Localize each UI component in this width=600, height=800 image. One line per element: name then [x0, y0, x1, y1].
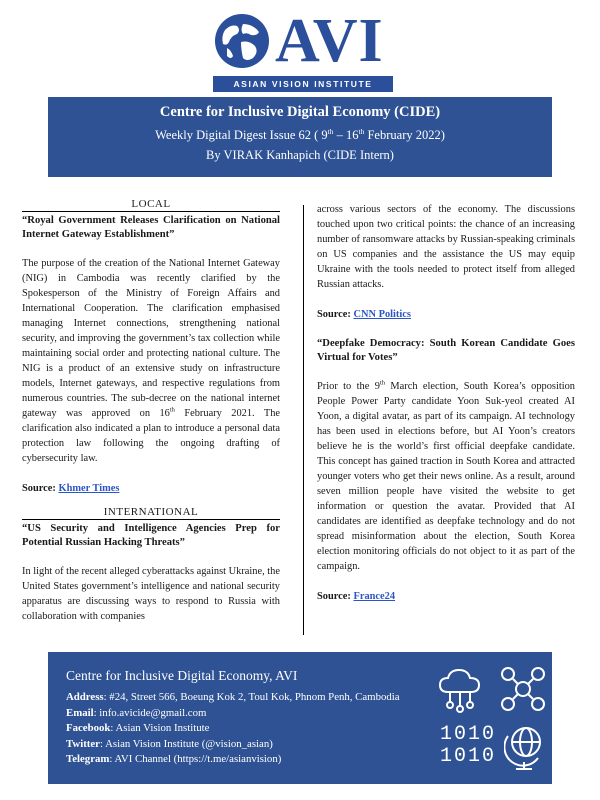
binary-code-icon: 1010 1010	[440, 723, 497, 768]
footer-telegram: Telegram: AVI Channel (https://t.me/asianvision)	[66, 753, 282, 766]
header-banner	[48, 97, 552, 177]
local-body: The purpose of the creation of the National Internet Gateway (NIG) in Cambodia was recently clarified by the Spokesperson of the Ministry of Foreign Affairs and International Cooperation. The clarification emphasised managing Internet connections, strengthening national security, and improving the government’s tax collection while maintaining social order and protecting national culture. The NIG is a product of an extensive study on infrastructure models, Internet gateways, and respective regulations from numerous countries. The sub-decree on the national internet gateway was approved on 16th February 2021. The clarification also indicated a plan to introduce a personal data protection law following the ongoing drafting of cybersecurity law.	[22, 258, 280, 464]
left-column	[22, 198, 280, 624]
header-issue: Weekly Digital Digest Issue 62 ( 9th – 16th February 2022)	[155, 127, 445, 143]
globe-logo-icon	[213, 12, 271, 70]
international-source: Source: CNN Politics	[317, 309, 411, 320]
footer-twitter: Twitter: Asian Vision Institute (@vision_asian)	[66, 737, 273, 750]
footer-banner	[48, 652, 552, 784]
international-body-right: across various sectors of the economy. The discussions touched upon two critical points: the chance of an increasing number of ransomware attacks by Russian-speaking criminals on US companies and the assistance the US may equip Ukraine with the tools needed to protect itself from alleged Russian attacks.	[317, 204, 575, 290]
logo-subtitle: ASIAN VISION INSTITUTE	[233, 79, 373, 89]
avi-logo	[205, 8, 400, 94]
source-link-france24[interactable]: France24	[353, 591, 396, 602]
footer-contacts	[66, 690, 400, 768]
header-title: Centre for Inclusive Digital Economy (CIDE)	[159, 104, 441, 120]
header-author: By VIRAK Kanhapich (CIDE Intern)	[206, 148, 394, 163]
footer-facebook: Facebook: Asian Vision Institute	[66, 722, 210, 735]
international-body-left: In light of the recent alleged cyberattacks against Ukraine, the United States government’s intelligence and national security apparatus are discussing ways to respond to Russia with collaboration with companies	[22, 566, 280, 622]
network-people-icon	[498, 664, 548, 714]
footer-address: Address: #24, Street 566, Boeung Kok 2, Toul Kok, Phnom Penh, Cambodia	[66, 691, 400, 703]
cloud-network-icon	[436, 666, 488, 714]
local-headline: “Royal Government Releases Clarification on National Internet Gateway Establishment”	[22, 215, 280, 240]
column-divider	[303, 205, 304, 635]
source-link-cnn-politics[interactable]: CNN Politics	[353, 309, 411, 320]
footer-title: Centre for Inclusive Digital Economy, AVI	[66, 668, 298, 683]
local-source: Source: Khmer Times	[22, 483, 120, 494]
section-label-local: LOCAL	[22, 198, 280, 212]
section-label-international: INTERNATIONAL	[22, 506, 280, 520]
international-headline: “US Security and Intelligence Agencies Prep for Potential Russian Hacking Threats”	[22, 523, 280, 548]
deepfake-body: Prior to the 9th March election, South Korea’s opposition People Power Party candidate Yoon Suk-yeol created AI Yoon, a digital avatar, as part of its campaign. AI technology has been used in elections before, but AI Yoon’s creators believe he is the world’s first official deepfake candidate. This concept has gained traction in South Korea and attracted younger voters who get their news online. As a result, around seven million people have visited the website to get information or question the avatar. Provided that AI candidates are identified as deepfake technology and do not spread misinformation about the election, South Korea election monitoring officials do not object to it as part of the campaign.	[317, 379, 575, 572]
source-link-khmer-times[interactable]: Khmer Times	[58, 483, 120, 494]
deepfake-source: Source: France24	[317, 591, 396, 602]
right-column	[317, 198, 575, 604]
deepfake-headline: “Deepfake Democracy: South Korean Candidate Goes Virtual for Votes”	[317, 338, 575, 363]
logo-wordmark: AVI	[275, 7, 384, 75]
globe-stand-icon	[504, 722, 546, 774]
footer-email: Email: info.avicide@gmail.com	[66, 706, 207, 719]
